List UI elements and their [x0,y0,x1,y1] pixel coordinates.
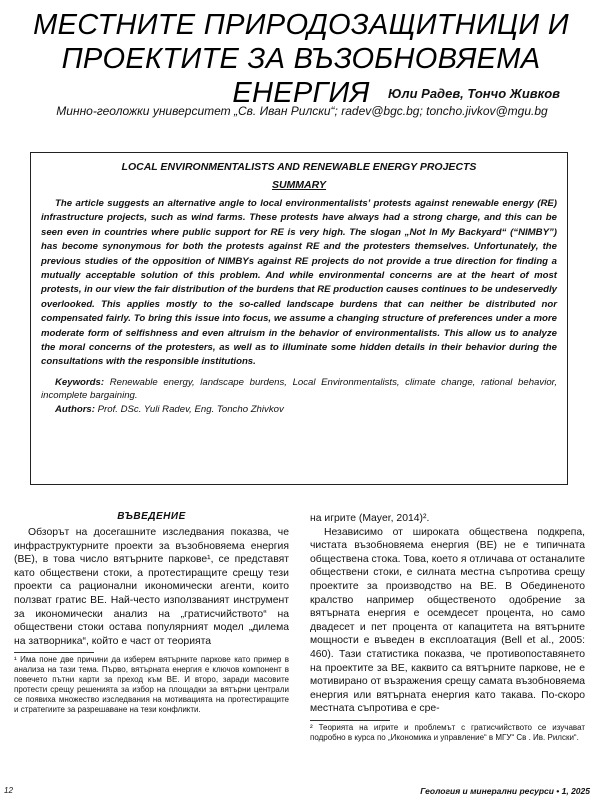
footnote-2: ² Теорията на игрите и проблемът с гратисчийството се изучават подробно в курса по „Икономика и управление“ в МГУ“ Св . Ив. Рилски“. [310,722,585,742]
authors-label: Authors: [55,403,95,415]
right-column [310,512,585,743]
abstract-box [30,152,568,485]
body-paragraph: Независимо от широката обществена подкрепа, чистата възобновяема енергия (ВЕ) не е типичната обществена стока. Това, което я отличава от останалите обществени стоки, е силната местна съпротива срещу проектите за производство на ВЕ. В Обединеното кралство например общественото одобрение за вятърната енергия е осемдесет процента, но само двадесет и пет процента от капацитета на вятърните мощности е въведен в експлоатация (Bell et al., 2005: 460). Тази статистика показва, че противопоставянето на проектите за ВЕ, каквито са вятърните паркове, не е мотивирано от възражения срещу самата възобновяема енергия или вятърната енергия като такава. По-скоро местната съпротива е сре- [310,526,585,715]
footnote-divider [14,652,94,653]
intro-paragraph: Обзорът на досегашните изследвания показва, че инфраструктурните проекти за възобновяема енергия (ВЕ), в това число вятърните паркове¹, се представят като обществени стоки, а протестиращите срещу тези проекти са рационални икономически агенти, които ползват гратис ВЕ. Най-често използваният инструмент за икономически анализ на „гратисчийството“ на обществени стоки остава популярният модел „дилема на затворника“, който е част от теорията [14,527,289,647]
abstract-authors [41,403,557,417]
footnote-1: ¹ Има поне две причини да изберем вятърните паркове като пример в анализа на тази тема. Първо, вятърната енергия е ключов компонент в повечето пътни карти за преход към ВЕ. И второ, заради масовите протести срещу решенията за избор на площадки за вятърни централи се появиха множество изследвания на мотивацията на протестиращите и стратегиите за разрешаване на тези конфликти. [14,655,289,715]
abstract-keywords [41,376,557,403]
article-title-line-1: МЕСТНИТЕ ПРИРОДОЗАЩИТНИЦИ И [33,9,569,41]
left-column [14,511,289,715]
continuation-line: на игрите (Mayer, 2014)². [310,513,430,524]
authors-text: Prof. DSc. Yuli Radev, Eng. Toncho Zhivkov [97,403,284,415]
section-heading-introduction: ВЪВЕДЕНИЕ [117,511,186,522]
summary-label: SUMMARY [271,179,327,191]
author-affiliation: Минно-геоложки университет „Св. Иван Рилски“; radev@bgc.bg; toncho.jivkov@mgu.bg [56,104,548,118]
journal-footer: Геология и минерални ресурси • 1, 2025 [420,786,590,796]
abstract-heading: LOCAL ENVIRONMENTALISTS AND RENEWABLE ENERGY PROJECTS [121,161,477,173]
article-title-line-2: ПРОЕКТИТЕ ЗА ВЪЗОБНОВЯЕМА ЕНЕРГИЯ [61,43,541,109]
page-number: 12 [4,786,13,795]
author-names: Юли Радев, Тончо Живков [387,86,560,101]
keywords-label: Keywords: [55,376,105,388]
abstract-text: The article suggests an alternative angle to local environmentalists’ protests against renewable energy (RE) infrastructure projects, such as wind farms. These protests have always had a strong charge, and this can be seen even in countries where public support for RE is very high. The slogan „Not In My Backyard“ (“NIMBY”) has become synonymous for both the protests against RE and the protesters themselves. Unfortunately, the previous studies of the opposition of NIMBYs against RE projects do not provide a true direction for finding a mutually acceptable solution of this problem. And while environmental concerns are at the heart of most protests, in our view the fair distribution of the burdens that RE production causes continues to be undeservedly overlooked. This applies mostly to the so-called landscape burdens that can neither be distributed nor compensated fairly. To bring this issue into focus, we assume a changing structure of preferences under a more moderate form of selfishness and even altruism in the behavior of environmentalists. This allow us to analyze the moral concerns of the protesters, as well as to illuminate some hidden details in their behavior during the consultations with the responsible institutions. [41,198,557,368]
keywords-text: Renewable energy, landscape burdens, Local Environmentalists, climate change, rational behavior, incomplete bargaining. [41,376,557,402]
footnote-divider [310,720,390,721]
